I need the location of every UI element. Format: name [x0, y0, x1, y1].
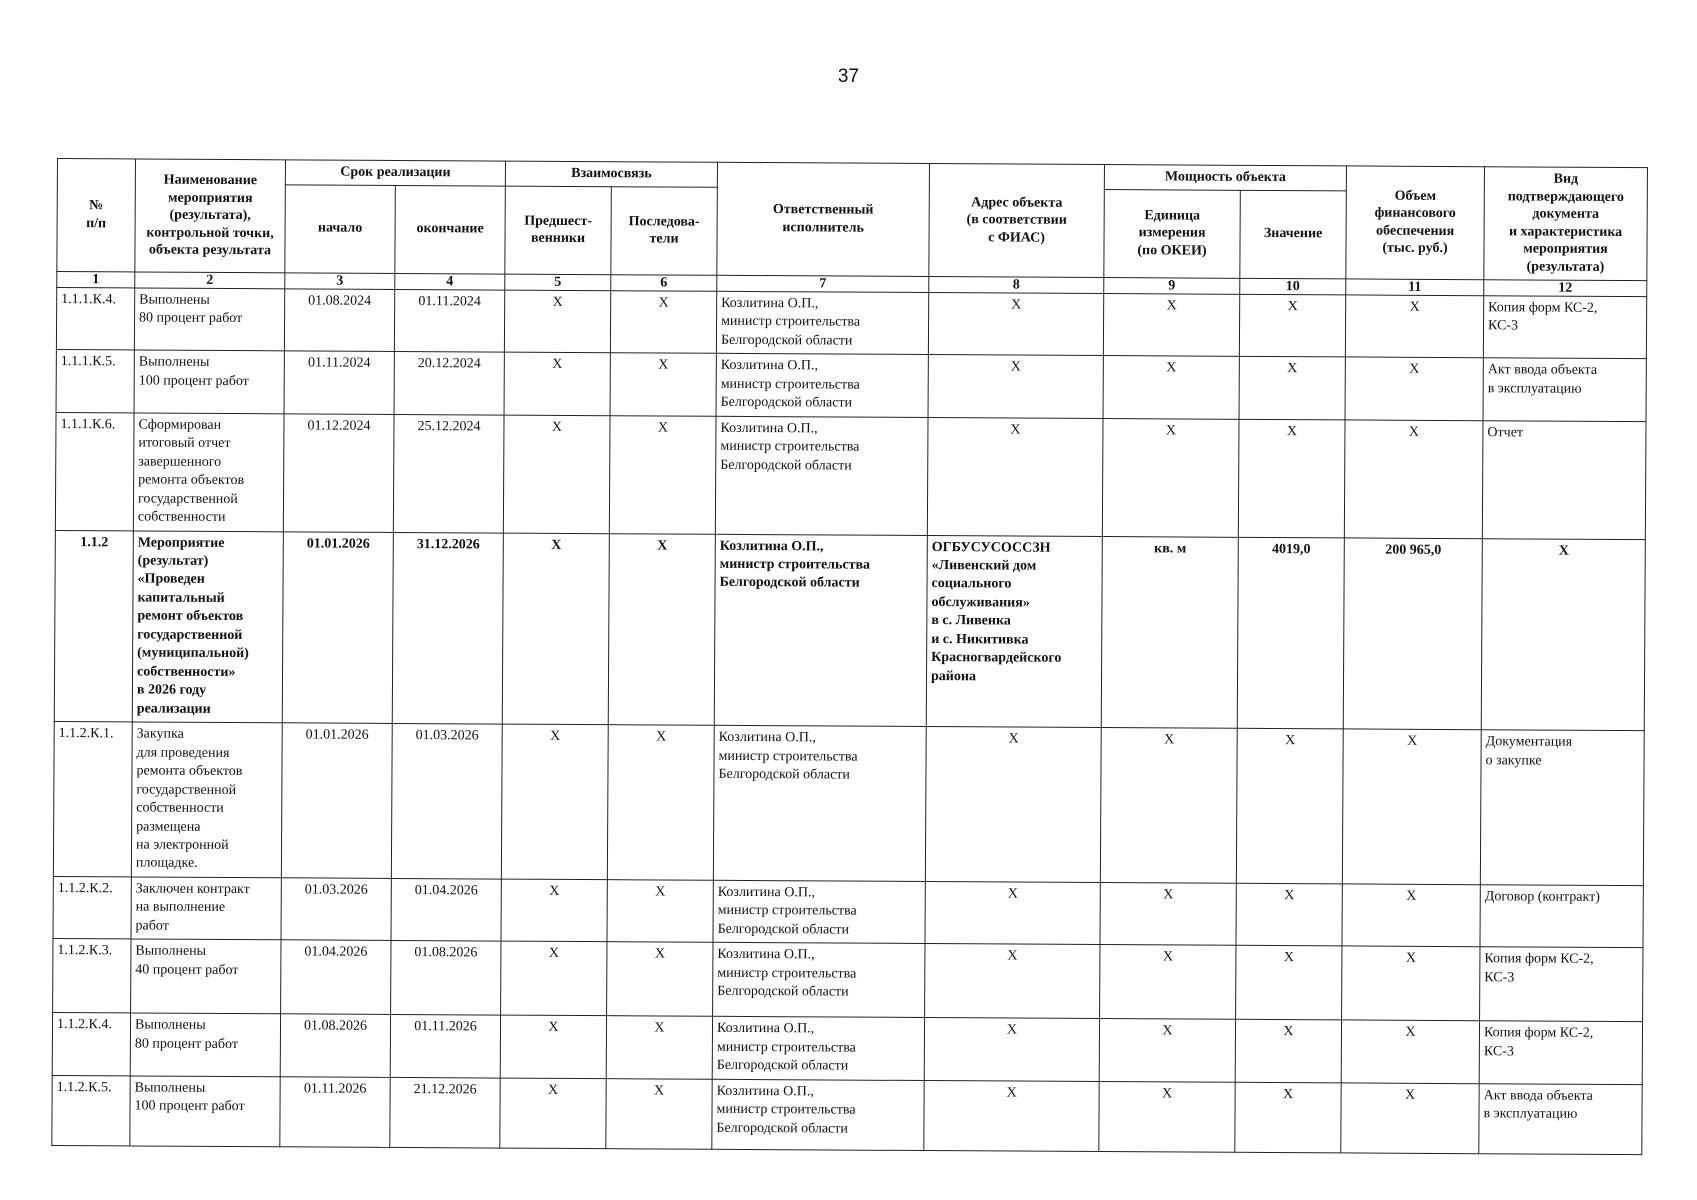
row-document: Копия форм КС-2, КС-3 — [1479, 1021, 1642, 1084]
row-start: 01.03.2026 — [281, 878, 391, 941]
row-predecessors: X — [503, 415, 610, 533]
row-number: 1.1.2 — [54, 530, 133, 722]
header-predecessors: Предшест- венники — [505, 186, 612, 275]
row-number: 1.1.1.К.5. — [56, 350, 134, 413]
row-end: 01.08.2026 — [391, 941, 501, 1016]
row-unit: X — [1099, 1081, 1235, 1152]
row-successors: X — [608, 533, 715, 725]
column-number: 7 — [717, 275, 929, 293]
row-value: X — [1239, 294, 1345, 357]
table-row — [52, 1013, 1642, 1085]
row-name: Выполнены 80 процент работ — [130, 1013, 280, 1076]
row-successors: X — [606, 1016, 712, 1079]
table-row — [54, 530, 1645, 731]
page-number: 37 — [837, 66, 860, 87]
row-document: Отчет — [1482, 420, 1646, 539]
row-value: X — [1239, 357, 1345, 420]
row-predecessors: X — [502, 533, 609, 725]
header-value: Значение — [1240, 190, 1347, 279]
header-address: Адрес объекта (в соответствии с ФИАС) — [929, 164, 1105, 278]
column-number: 4 — [395, 273, 505, 290]
row-number: 1.1.2.К.5. — [52, 1075, 130, 1145]
row-number: 1.1.1.К.4. — [56, 287, 134, 350]
header-name: Наименование мероприятия (результата), контрольной точки, объекта результата — [135, 159, 286, 272]
row-document: Акт ввода объекта в эксплуатацию — [1483, 358, 1646, 421]
row-name: Заключен контракт на выполнение работ — [131, 877, 281, 940]
row-finance: X — [1341, 1083, 1479, 1154]
row-document: X — [1481, 538, 1645, 731]
row-start: 01.01.2026 — [282, 531, 393, 723]
row-name: Выполнены 100 процент работ — [134, 350, 284, 413]
header-successors: Последова- тели — [611, 186, 718, 275]
row-unit: X — [1103, 356, 1239, 419]
row-address: X — [925, 881, 1100, 944]
row-responsible: Козлитина О.П., министр строительства Белгородской области — [713, 943, 925, 1018]
row-predecessors: X — [504, 352, 610, 415]
row-responsible: Козлитина О.П., министр строительства Белгородской области — [716, 291, 928, 355]
row-document: Договор (контракт) — [1480, 885, 1643, 948]
row-unit: X — [1100, 728, 1237, 884]
row-responsible: Козлитина О.П., министр строительства Белгородской области — [715, 416, 928, 535]
row-number: 1.1.1.К.6. — [55, 412, 134, 530]
row-address: X — [925, 944, 1100, 1019]
column-number: 3 — [285, 272, 395, 289]
row-predecessors: X — [500, 1015, 606, 1078]
row-successors: X — [609, 415, 716, 533]
row-end: 20.12.2024 — [394, 352, 504, 415]
row-unit: кв. м — [1101, 536, 1238, 728]
row-end: 01.03.2026 — [391, 724, 502, 879]
row-document: Акт ввода объекта в эксплуатацию — [1479, 1083, 1642, 1154]
row-unit: X — [1100, 945, 1236, 1020]
row-name: Выполнены 40 процент работ — [131, 939, 281, 1014]
row-finance: X — [1345, 295, 1483, 358]
row-responsible: Козлитина О.П., министр строительства Белгородской области — [713, 880, 925, 944]
row-value: X — [1236, 883, 1342, 946]
row-predecessors: X — [500, 1078, 606, 1149]
row-finance: X — [1341, 1020, 1479, 1083]
column-number: 11 — [1346, 278, 1484, 295]
header-unit: Единица измерения (по ОКЕИ) — [1104, 189, 1241, 278]
row-address: X — [924, 1080, 1099, 1151]
row-name: Выполнены 80 процент работ — [134, 288, 284, 351]
row-successors: X — [607, 942, 713, 1017]
row-address: X — [927, 417, 1103, 536]
column-number: 8 — [929, 276, 1104, 293]
row-unit: X — [1103, 293, 1239, 356]
row-value: X — [1236, 729, 1343, 884]
row-finance: X — [1342, 729, 1481, 885]
column-number: 1 — [57, 271, 135, 288]
row-document: Копия форм КС-2, КС-3 — [1480, 947, 1643, 1022]
row-predecessors: X — [504, 290, 610, 353]
row-predecessors: X — [501, 724, 608, 879]
row-finance: 200 965,0 — [1343, 537, 1482, 729]
row-successors: X — [610, 291, 716, 354]
row-document: Копия форм КС-2, КС-3 — [1483, 296, 1646, 359]
row-number: 1.1.2.К.1. — [53, 722, 132, 877]
header-end: окончание — [395, 185, 506, 274]
row-value: 4019,0 — [1237, 537, 1344, 729]
row-start: 01.08.2024 — [284, 289, 394, 352]
row-number: 1.1.2.К.3. — [53, 939, 131, 1013]
row-address: X — [928, 292, 1103, 355]
column-number: 6 — [611, 274, 717, 291]
column-number: 12 — [1484, 279, 1647, 296]
table-row — [53, 722, 1644, 886]
row-end: 21.12.2026 — [390, 1077, 500, 1148]
row-successors: X — [607, 880, 713, 943]
row-value: X — [1235, 1020, 1341, 1083]
row-responsible: Козлитина О.П., министр строительства Белгородской области — [712, 1017, 924, 1081]
row-end: 01.11.2024 — [394, 289, 504, 352]
table-row — [52, 1075, 1642, 1154]
row-unit: X — [1102, 418, 1239, 537]
row-number: 1.1.2.К.4. — [52, 1013, 130, 1076]
row-finance: X — [1342, 946, 1480, 1021]
table-body — [52, 287, 1647, 1154]
header-start: начало — [285, 184, 396, 273]
row-end: 01.04.2026 — [391, 878, 501, 941]
row-address: ОГБУСУСОССЗН «Ливенский дом социального обслуживания» в с. Ливенка и с. Никитивка Красногвардейского района — [926, 535, 1102, 728]
row-name: Выполнены 100 процент работ — [130, 1076, 280, 1147]
header-responsible: Ответственный исполнитель — [717, 162, 930, 276]
row-name: Закупка для проведения ремонта объектов государственной собственности размещена на электронной площадке. — [131, 722, 282, 878]
header-period: Срок реализации — [285, 160, 505, 186]
table-row — [53, 939, 1643, 1022]
row-responsible: Козлитина О.П., министр строительства Белгородской области — [713, 725, 926, 881]
row-end: 31.12.2026 — [392, 532, 503, 724]
row-value: X — [1238, 419, 1345, 537]
row-value: X — [1235, 1082, 1341, 1153]
row-start: 01.01.2026 — [281, 723, 392, 878]
row-number: 1.1.2.К.2. — [53, 876, 131, 939]
column-number: 10 — [1240, 278, 1346, 295]
header-relation: Взаимосвязь — [505, 161, 717, 187]
row-start: 01.12.2024 — [283, 414, 394, 532]
row-end: 25.12.2024 — [393, 414, 504, 532]
header-doc: Вид подтверждающего документа и характеристика мероприятия (результата) — [1484, 167, 1648, 280]
header-finance: Объем финансового обеспечения (тыс. руб.) — [1346, 166, 1485, 279]
row-end: 01.11.2026 — [390, 1015, 500, 1078]
plan-table — [51, 158, 1648, 1155]
row-address: X — [928, 355, 1103, 418]
row-address: X — [925, 727, 1101, 883]
row-start: 01.08.2026 — [280, 1014, 390, 1077]
row-value: X — [1236, 946, 1342, 1021]
row-successors: X — [607, 725, 714, 880]
column-number: 2 — [135, 271, 285, 288]
column-number: 9 — [1104, 277, 1240, 294]
row-start: 01.11.2024 — [284, 351, 394, 414]
row-finance: X — [1344, 420, 1483, 539]
row-start: 01.11.2026 — [280, 1077, 390, 1148]
row-successors: X — [610, 353, 716, 416]
row-address: X — [924, 1018, 1099, 1081]
header-capacity: Мощность объекта — [1104, 165, 1346, 191]
table-row — [56, 287, 1646, 359]
row-unit: X — [1100, 882, 1236, 945]
row-responsible: Козлитина О.П., министр строительства Белгородской области — [716, 354, 928, 418]
row-document: Документация о закупке — [1480, 730, 1644, 886]
table-row — [53, 876, 1643, 948]
row-name: Мероприятие (результат) «Проведен капитальный ремонт объектов государственной (муниципальной) собственности» в 2026 году реализации — [132, 530, 283, 723]
row-responsible: Козлитина О.П., министр строительства Белгородской области — [712, 1079, 924, 1150]
row-name: Сформирован итоговый отчет завершенного ремонта объектов государственной собственности — [133, 413, 284, 532]
row-responsible: Козлитина О.П., министр строительства Белгородской области — [714, 534, 927, 727]
row-successors: X — [606, 1078, 712, 1149]
row-finance: X — [1345, 357, 1483, 420]
column-number: 5 — [505, 274, 611, 291]
row-predecessors: X — [501, 941, 607, 1016]
row-unit: X — [1099, 1019, 1235, 1082]
table-row — [55, 412, 1646, 539]
row-predecessors: X — [501, 879, 607, 942]
row-finance: X — [1342, 884, 1480, 947]
header-no: № п/п — [57, 159, 136, 272]
table-row — [56, 350, 1646, 422]
row-start: 01.04.2026 — [281, 940, 391, 1015]
